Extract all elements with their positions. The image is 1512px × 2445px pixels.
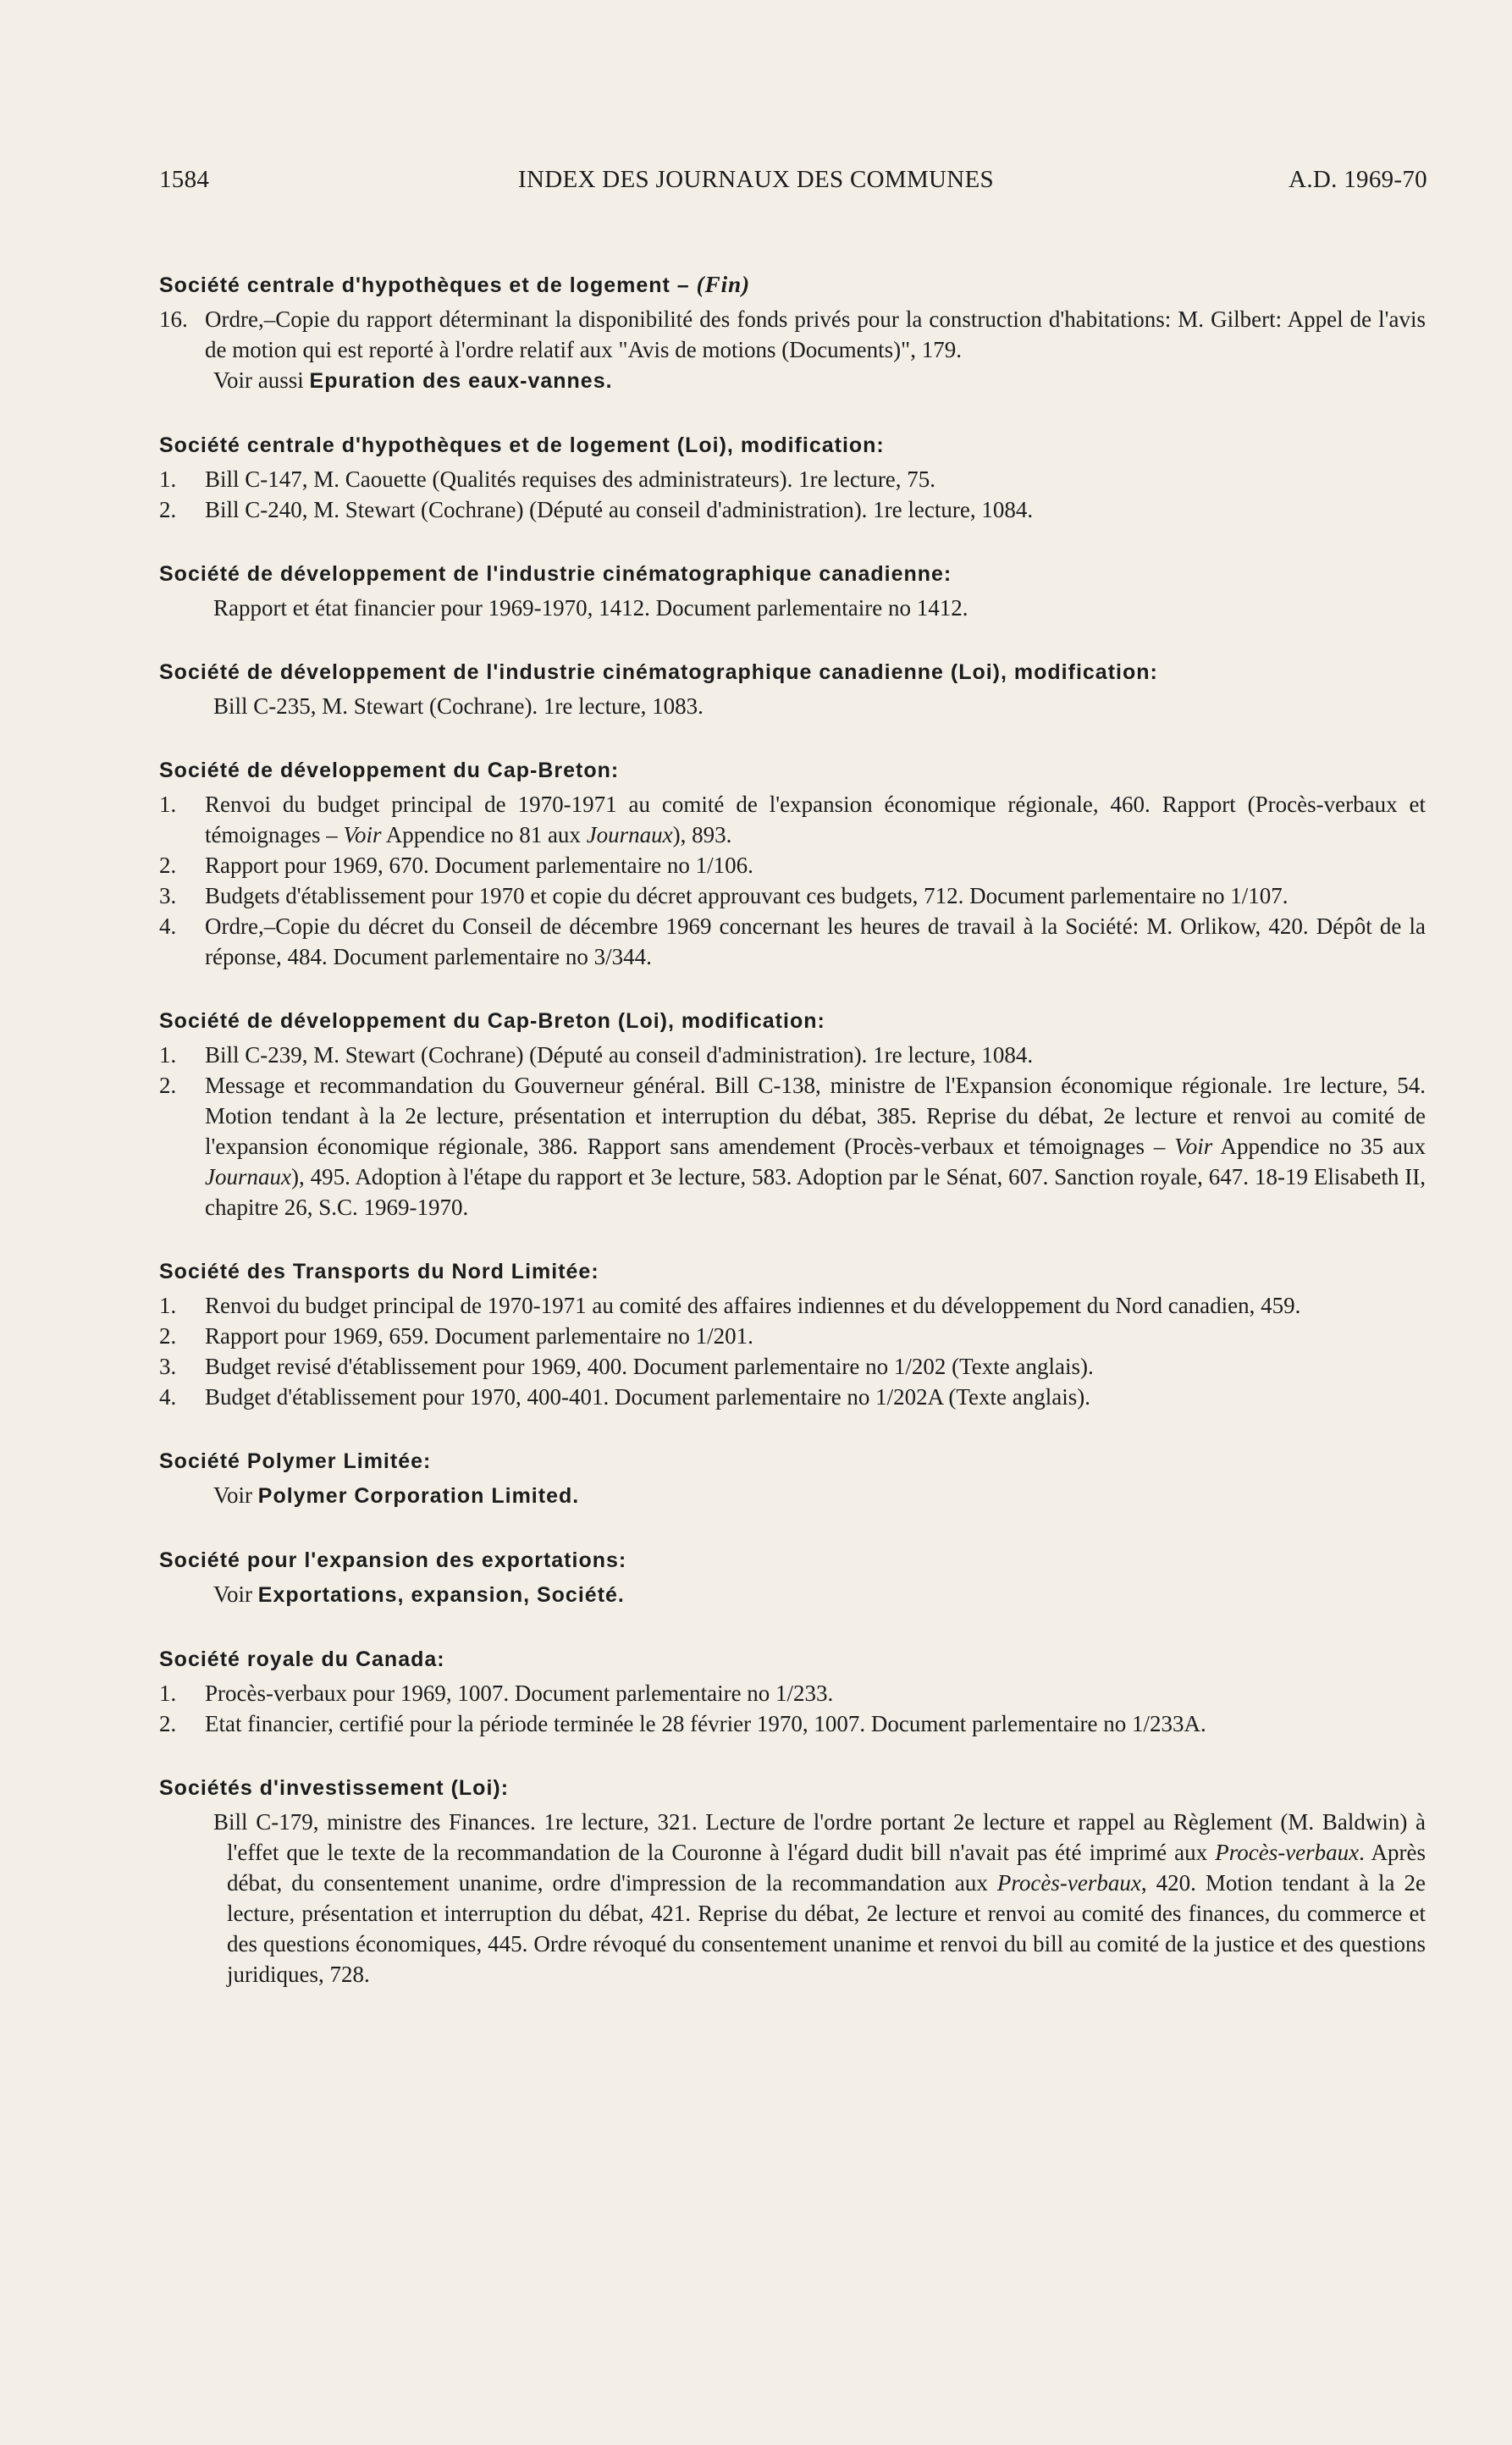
list-item: 2. Bill C-240, M. Stewart (Cochrane) (Député au conseil d'administration). 1re lecture, 1084. [159, 497, 1034, 522]
entry-schl-loi [159, 430, 1426, 525]
entry-schl-fin [159, 269, 1426, 396]
entry-transports-nord [159, 1256, 1426, 1412]
entry-text: Bill C-179, ministre des Finances. 1re lecture, 321. Lecture de l'ordre portant 2e lecture et rappel au Règlement (M. Baldwin) à l'effet que le texte de la recommandation de la Couronne à l'égard dudit bill n'avait pas été imprimé aux Procès-verbaux. Après débat, du consentement unanime, ordre d'impression de la recommandation aux Procès-verbaux, 420. Motion tendant à la 2e lecture, présentation et interruption du débat, 421. Reprise du débat, 2e lecture et renvoi au comité des finances, du commerce et des questions économiques, 445. Ordre révoqué du consentement unanime et renvoi du bill au comité de la justice et des questions juridiques, 728. [213, 1809, 1426, 1987]
entry-polymer [159, 1446, 1426, 1511]
entry-heading: Société de développement de l'industrie cinématographique canadienne (Loi), modification: [159, 660, 1158, 684]
list-item: 2. Etat financier, certifié pour la période terminée le 28 février 1970, 1007. Document parlementaire no 1/233A. [159, 1711, 1206, 1736]
see-also: Voir aussi Epuration des eaux-vannes. [213, 367, 613, 393]
cross-reference-link[interactable]: Exportations, expansion, Société. [257, 1583, 625, 1607]
see-reference: Voir Exportations, expansion, Société. [213, 1581, 625, 1607]
list-item: 2. Rapport pour 1969, 659. Document parlementaire no 1/201. [159, 1323, 753, 1349]
entry-heading: Sociétés d'investissement (Loi): [159, 1776, 510, 1800]
list-item: 2. Message et recommandation du Gouverneur général. Bill C-138, ministre de l'Expansion économique régionale. 1re lecture, 54. Motion tendant à la 2e lecture, présentation et interruption du débat, 385. Reprise du débat, 2e lecture et renvoi au comité de l'expansion économique régionale, 386. Rapport sans amendement (Procès-verbaux et témoignages – Voir Appendice no 35 aux Journaux), 495. Adoption à l'étape du rapport et 3e lecture, 583. Adoption par le Sénat, 607. Sanction royale, 647. 18-19 Elisabeth II, chapitre 26, S.C. 1969-1970. [159, 1073, 1426, 1220]
see-reference: Voir Polymer Corporation Limited. [213, 1482, 580, 1508]
entry-heading: Société de développement du Cap-Breton: [159, 759, 620, 782]
page-number: 1584 [159, 166, 210, 193]
index-content [159, 269, 1426, 2023]
cross-reference-link[interactable]: Polymer Corporation Limited. [257, 1484, 580, 1508]
entry-heading: Société de développement du Cap-Breton (Loi), modification: [159, 1009, 825, 1033]
entry-cinema [159, 559, 1426, 623]
entry-cap-breton [159, 755, 1426, 972]
list-item: 1. Procès-verbaux pour 1969, 1007. Document parlementaire no 1/233. [159, 1681, 834, 1706]
entry-societe-royale [159, 1644, 1426, 1739]
list-item: 1. Bill C-239, M. Stewart (Cochrane) (Député au conseil d'administration). 1re lecture, 1084. [159, 1042, 1034, 1068]
list-item: 3. Budgets d'établissement pour 1970 et copie du décret approuvant ces budgets, 712. Document parlementaire no 1/107. [159, 883, 1289, 908]
list-item: 1. Renvoi du budget principal de 1970-1971 au comité des affaires indiennes et du développement du Nord canadien, 459. [159, 1293, 1301, 1318]
list-item: 4. Budget d'établissement pour 1970, 400-401. Document parlementaire no 1/202A (Texte anglais). [159, 1384, 1090, 1410]
list-item: 1. Bill C-147, M. Caouette (Qualités requises des administrateurs). 1re lecture, 75. [159, 466, 936, 492]
entry-exportations [159, 1545, 1426, 1610]
entry-heading: Société pour l'expansion des exportations: [159, 1548, 627, 1572]
cross-reference-link[interactable]: Epuration des eaux-vannes. [309, 369, 613, 393]
entry-text: Bill C-235, M. Stewart (Cochrane). 1re lecture, 1083. [213, 693, 704, 719]
entry-heading: Société royale du Canada: [159, 1647, 445, 1671]
entry-heading: Société Polymer Limitée: [159, 1449, 432, 1473]
entry-heading: Société des Transports du Nord Limitée: [159, 1260, 599, 1283]
entry-heading: Société centrale d'hypothèques et de logement – (Fin) [159, 272, 751, 297]
entry-heading: Société centrale d'hypothèques et de logement (Loi), modification: [159, 433, 885, 457]
list-item: 2. Rapport pour 1969, 670. Document parlementaire no 1/106. [159, 853, 753, 878]
list-item: 16. Ordre,–Copie du rapport déterminant la disponibilité des fonds privés pour la construction d'habitations: M. Gilbert: Appel de l'avis de motion qui est reporté à l'ordre relatif aux "Avis de motions (Documents)", 179. [159, 306, 1426, 362]
entry-cinema-loi [159, 657, 1426, 721]
list-item: 1. Renvoi du budget principal de 1970-1971 au comité de l'expansion économique régionale, 460. Rapport (Procès-verbaux et témoignages – Voir Appendice no 81 aux Journaux), 893. [159, 792, 1426, 847]
running-title: INDEX DES JOURNAUX DES COMMUNES [518, 166, 994, 193]
entry-investissement [159, 1773, 1426, 1990]
entry-text: Rapport et état financier pour 1969-1970, 1412. Document parlementaire no 1412. [213, 595, 968, 621]
year-label: A.D. 1969-70 [1289, 166, 1427, 193]
list-item: 4. Ordre,–Copie du décret du Conseil de décembre 1969 concernant les heures de travail à la Société: M. Orlikow, 420. Dépôt de la réponse, 484. Document parlementaire no 3/344. [159, 913, 1426, 969]
list-item: 3. Budget revisé d'établissement pour 1969, 400. Document parlementaire no 1/202 (Texte anglais). [159, 1354, 1094, 1379]
entry-cap-breton-loi [159, 1006, 1426, 1222]
entry-heading: Société de développement de l'industrie cinématographique canadienne: [159, 562, 952, 586]
